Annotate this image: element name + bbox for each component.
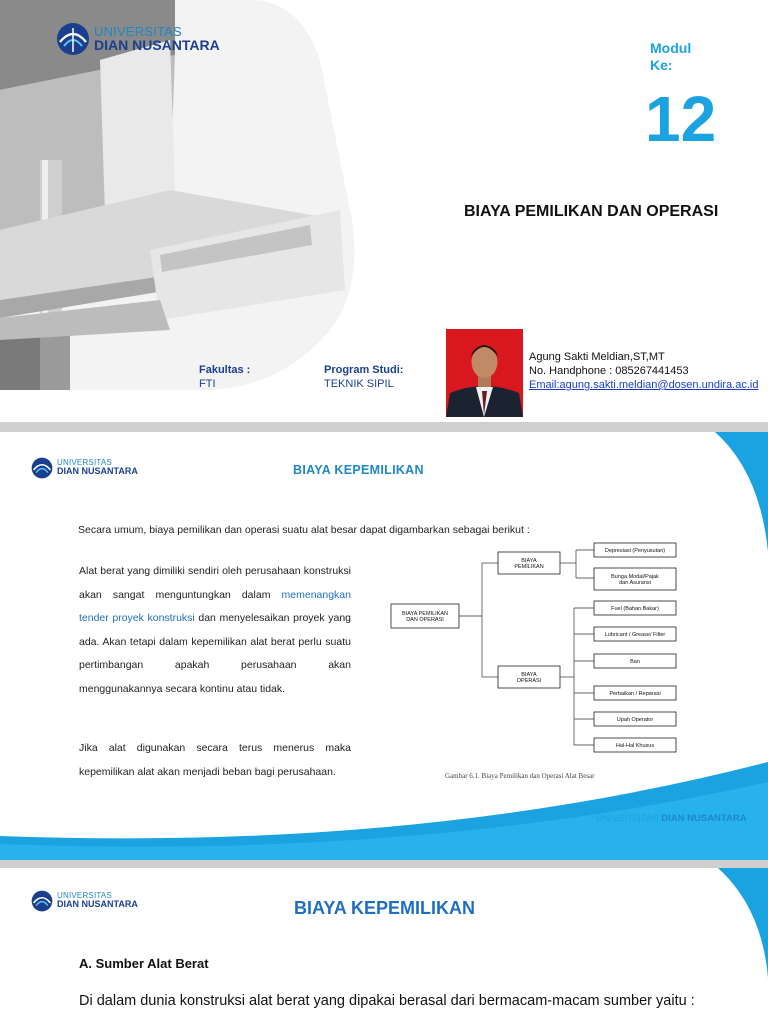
- modul-number: 12: [645, 83, 717, 155]
- diagram-item-label: Fuel (Bahan Bakar): [611, 606, 659, 612]
- university-logo-icon: [31, 890, 53, 912]
- logo-line2: DIAN NUSANTARA: [57, 899, 138, 910]
- diagram-branch1-label: BIAYA PEMILIKAN: [514, 557, 544, 571]
- paragraph-1-highlight: memenangkan tender proyek konstruksi: [79, 588, 351, 624]
- university-logo: [56, 22, 220, 56]
- logo-line2: DIAN NUSANTARA: [94, 37, 220, 54]
- footer-university: [596, 813, 747, 824]
- university-logo: [31, 890, 138, 912]
- logo-line1: UNIVERSITAS: [94, 23, 182, 39]
- cost-slide: [0, 432, 768, 860]
- diagram-caption: Gambar 6.1. Biaya Pemilikan dan Operasi Alat Besar: [445, 772, 595, 780]
- university-logo: [31, 457, 138, 479]
- diagram-item-label: Upah Operator: [616, 717, 654, 723]
- diagram-item-label: Perbaikan / Reparasi: [609, 691, 661, 697]
- footer-university-a: UNIVERSITAS: [596, 813, 659, 824]
- author-contact: [529, 350, 758, 392]
- diagram-root-label: BIAYA PEMILIKAN DAN OPERASI: [402, 610, 448, 624]
- diagram-item-label: Lubricant / Grease/ Filter: [604, 632, 666, 638]
- paragraph-1-end: dan menyelesaikan proyek yang ada. Akan tetapi dalam kepemilikan alat berat perlu suatu pertimbangan apakah perusahaan akan menggunakannya secara kontinu atau tidak.: [79, 612, 351, 695]
- prodi-value: TEKNIK SIPIL: [324, 378, 394, 390]
- paragraph-1-start: Alat berat yang dimiliki sendiri oleh perusahaan konstruksi akan sangat menguntungkan dalam: [79, 565, 351, 601]
- body-text: Di dalam dunia konstruksi alat berat yang dipakai berasal dari bermacam-macam sumber yaitu :: [79, 993, 695, 1009]
- slide-heading: BIAYA KEPEMILIKAN: [294, 898, 476, 918]
- fakultas-label: Fakultas :: [199, 364, 251, 376]
- fakultas-value: FTI: [199, 378, 216, 390]
- author-name: Agung Sakti Meldian,ST,MT: [529, 351, 665, 363]
- module-title: BIAYA PEMILIKAN DAN OPERASI: [464, 203, 719, 220]
- diagram-branch2-label: BIAYA OPERASI: [516, 671, 542, 685]
- logo-line1: UNIVERSITAS: [57, 458, 112, 468]
- footer-university-b: DIAN NUSANTARA: [661, 813, 747, 824]
- author-photo: [446, 329, 523, 417]
- source-slide: [0, 868, 768, 1024]
- author-phone: No. Handphone : 085267441453: [529, 365, 689, 377]
- prodi-label: Program Studi:: [324, 364, 404, 376]
- intro-text: Secara umum, biaya pemilikan dan operasi suatu alat besar dapat digambarkan sebagai berikut :: [78, 524, 530, 536]
- diagram-item-label: Ban: [630, 659, 640, 665]
- modul-label: Modul Ke:: [650, 40, 692, 73]
- author-email-link[interactable]: Email:agung.sakti.meldian@dosen.undira.ac.id: [529, 379, 759, 391]
- university-logo-icon: [31, 457, 53, 479]
- paragraph-2: Jika alat digunakan secara terus menerus maka kepemilikan alat akan menjadi beban bagi perusahaan.: [79, 742, 351, 778]
- cost-diagram: [388, 542, 683, 770]
- diagram-item-label: Bunga Modal/Pajak dan Asuransi: [611, 573, 659, 587]
- diagram-item-label: Hal-Hal Khusus: [615, 743, 655, 749]
- slide-heading: BIAYA KEPEMILIKAN: [293, 463, 424, 477]
- logo-line1: UNIVERSITAS: [57, 891, 112, 901]
- section-subheading: A. Sumber Alat Berat: [79, 956, 209, 971]
- building-photo: [0, 0, 360, 390]
- diagram-item-label: Depresiasi (Penyusutan): [604, 548, 666, 554]
- university-logo-icon: [56, 22, 90, 56]
- paragraph-1: [79, 560, 351, 701]
- cover-slide: [0, 0, 768, 422]
- logo-line2: DIAN NUSANTARA: [57, 466, 138, 477]
